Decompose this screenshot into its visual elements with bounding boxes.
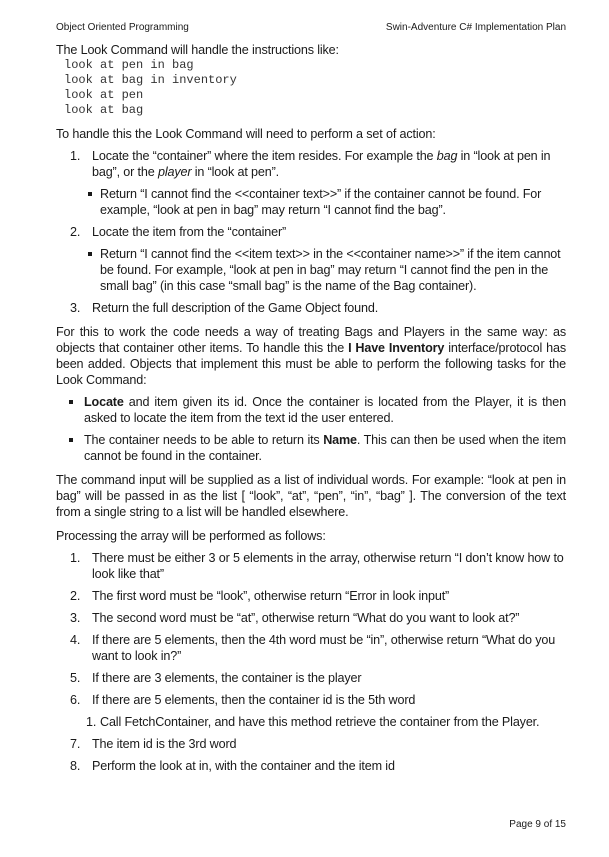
action-2-bullet: Return “I cannot find the <<item text>> in the <<container name>>” if the item cannot be found. For example, “look at pen in bag” may return “I cannot find the pen in the small bag” (in this case “small bag” is the name of the Bag container). bbox=[56, 246, 566, 294]
page-content bbox=[56, 42, 566, 774]
task-text: . This can then be used when the item cannot be found in the container. bbox=[84, 433, 566, 463]
step-text: The second word must be “at”, otherwise return “What do you want to look at?” bbox=[92, 611, 520, 625]
step-text: The first word must be “look”, otherwise return “Error in look input” bbox=[92, 589, 450, 603]
interface-name: I Have Inventory bbox=[348, 341, 445, 355]
task-name bbox=[56, 432, 566, 464]
action-text: Return the full description of the Game Object found. bbox=[92, 301, 379, 315]
list-number: 1. bbox=[70, 551, 81, 565]
step-text: There must be either 3 or 5 elements in the array, otherwise return “I don’t know how to look like that” bbox=[92, 551, 564, 581]
list-number: 3. bbox=[70, 611, 81, 625]
step-text: The item id is the 3rd word bbox=[92, 737, 237, 751]
page-number: Page 9 of 15 bbox=[509, 819, 566, 830]
step-item-3 bbox=[56, 610, 566, 626]
list-number: 1. bbox=[86, 715, 97, 729]
task-text: The container needs to be able to return its bbox=[84, 433, 324, 447]
step-text: Call FetchContainer, and have this method retrieve the container from the Player. bbox=[100, 715, 540, 729]
action-1-bullet: Return “I cannot find the <<container text>>” if the container cannot be found. For example, “look at pen in bag” may return “I cannot find the bag”. bbox=[56, 186, 566, 218]
processing-intro: Processing the array will be performed as follows: bbox=[56, 529, 326, 543]
task-text: and item given its id. Once the container is located from the Player, it is then asked to locate the item from the text id the user entered. bbox=[84, 395, 566, 425]
header-document-title: Swin-Adventure C# Implementation Plan bbox=[385, 22, 566, 33]
task-locate bbox=[56, 394, 566, 426]
step-item-6-1 bbox=[56, 714, 566, 730]
header-course-title: Object Oriented Programming bbox=[56, 22, 189, 33]
list-number: 7. bbox=[70, 737, 81, 751]
task-keyword: Locate bbox=[84, 395, 124, 409]
action-item-2 bbox=[56, 224, 566, 240]
step-item-7 bbox=[56, 736, 566, 752]
actions-intro: To handle this the Look Command will need to perform a set of action: bbox=[56, 127, 436, 141]
action-item-1 bbox=[56, 148, 566, 180]
code-line: look at bag bbox=[64, 103, 144, 117]
list-number: 6. bbox=[70, 693, 81, 707]
step-text: If there are 5 elements, then the container id is the 5th word bbox=[92, 693, 416, 707]
action-text: in “look at pen in bag”, or the bbox=[92, 149, 551, 179]
list-number: 1. bbox=[70, 149, 81, 163]
code-line: look at pen in bag bbox=[64, 58, 194, 72]
step-item-6 bbox=[56, 692, 566, 708]
inventory-paragraph bbox=[56, 324, 566, 388]
intro-text: The Look Command will handle the instructions like: bbox=[56, 43, 339, 57]
task-keyword: Name bbox=[323, 433, 357, 447]
step-item-1 bbox=[56, 550, 566, 582]
list-number: 2. bbox=[70, 589, 81, 603]
step-item-5 bbox=[56, 670, 566, 686]
code-line: look at pen bbox=[64, 88, 144, 102]
list-number: 8. bbox=[70, 759, 81, 773]
action-emphasis: bag bbox=[436, 149, 458, 163]
code-line: look at bag in inventory bbox=[64, 73, 237, 87]
step-item-8 bbox=[56, 758, 566, 774]
list-number: 3. bbox=[70, 301, 81, 315]
step-item-4 bbox=[56, 632, 566, 664]
paragraph-text: For this to work the code needs a way of treating Bags and Players in the same way: as objects that container other items. To handle this the bbox=[56, 325, 566, 355]
code-example-block bbox=[56, 58, 566, 118]
list-number: 5. bbox=[70, 671, 81, 685]
input-paragraph: The command input will be supplied as a list of individual words. For example: “look at pen in bag” will be passed in as the list [ “look”, “at”, “pen”, “in”, “bag” ]. The conversion of the text from a single string to a list will be handled elsewhere. bbox=[56, 473, 566, 519]
action-text: Locate the item from the “container” bbox=[92, 225, 287, 239]
action-text: Locate the “container” where the item resides. For example the bbox=[92, 149, 437, 163]
action-emphasis: player bbox=[157, 165, 192, 179]
list-number: 2. bbox=[70, 225, 81, 239]
step-text: If there are 5 elements, then the 4th word must be “in”, otherwise return “What do you want to look in?” bbox=[92, 633, 556, 663]
step-item-2 bbox=[56, 588, 566, 604]
step-text: If there are 3 elements, the container is the player bbox=[92, 671, 362, 685]
list-number: 4. bbox=[70, 633, 81, 647]
paragraph-text: interface/protocol has been added. Objects that implement this must be able to perform the following tasks for the Look Command: bbox=[56, 341, 566, 387]
action-text: in “look at pen”. bbox=[191, 165, 279, 179]
action-item-3 bbox=[56, 300, 566, 316]
step-text: Perform the look at in, with the container and the item id bbox=[92, 759, 395, 773]
